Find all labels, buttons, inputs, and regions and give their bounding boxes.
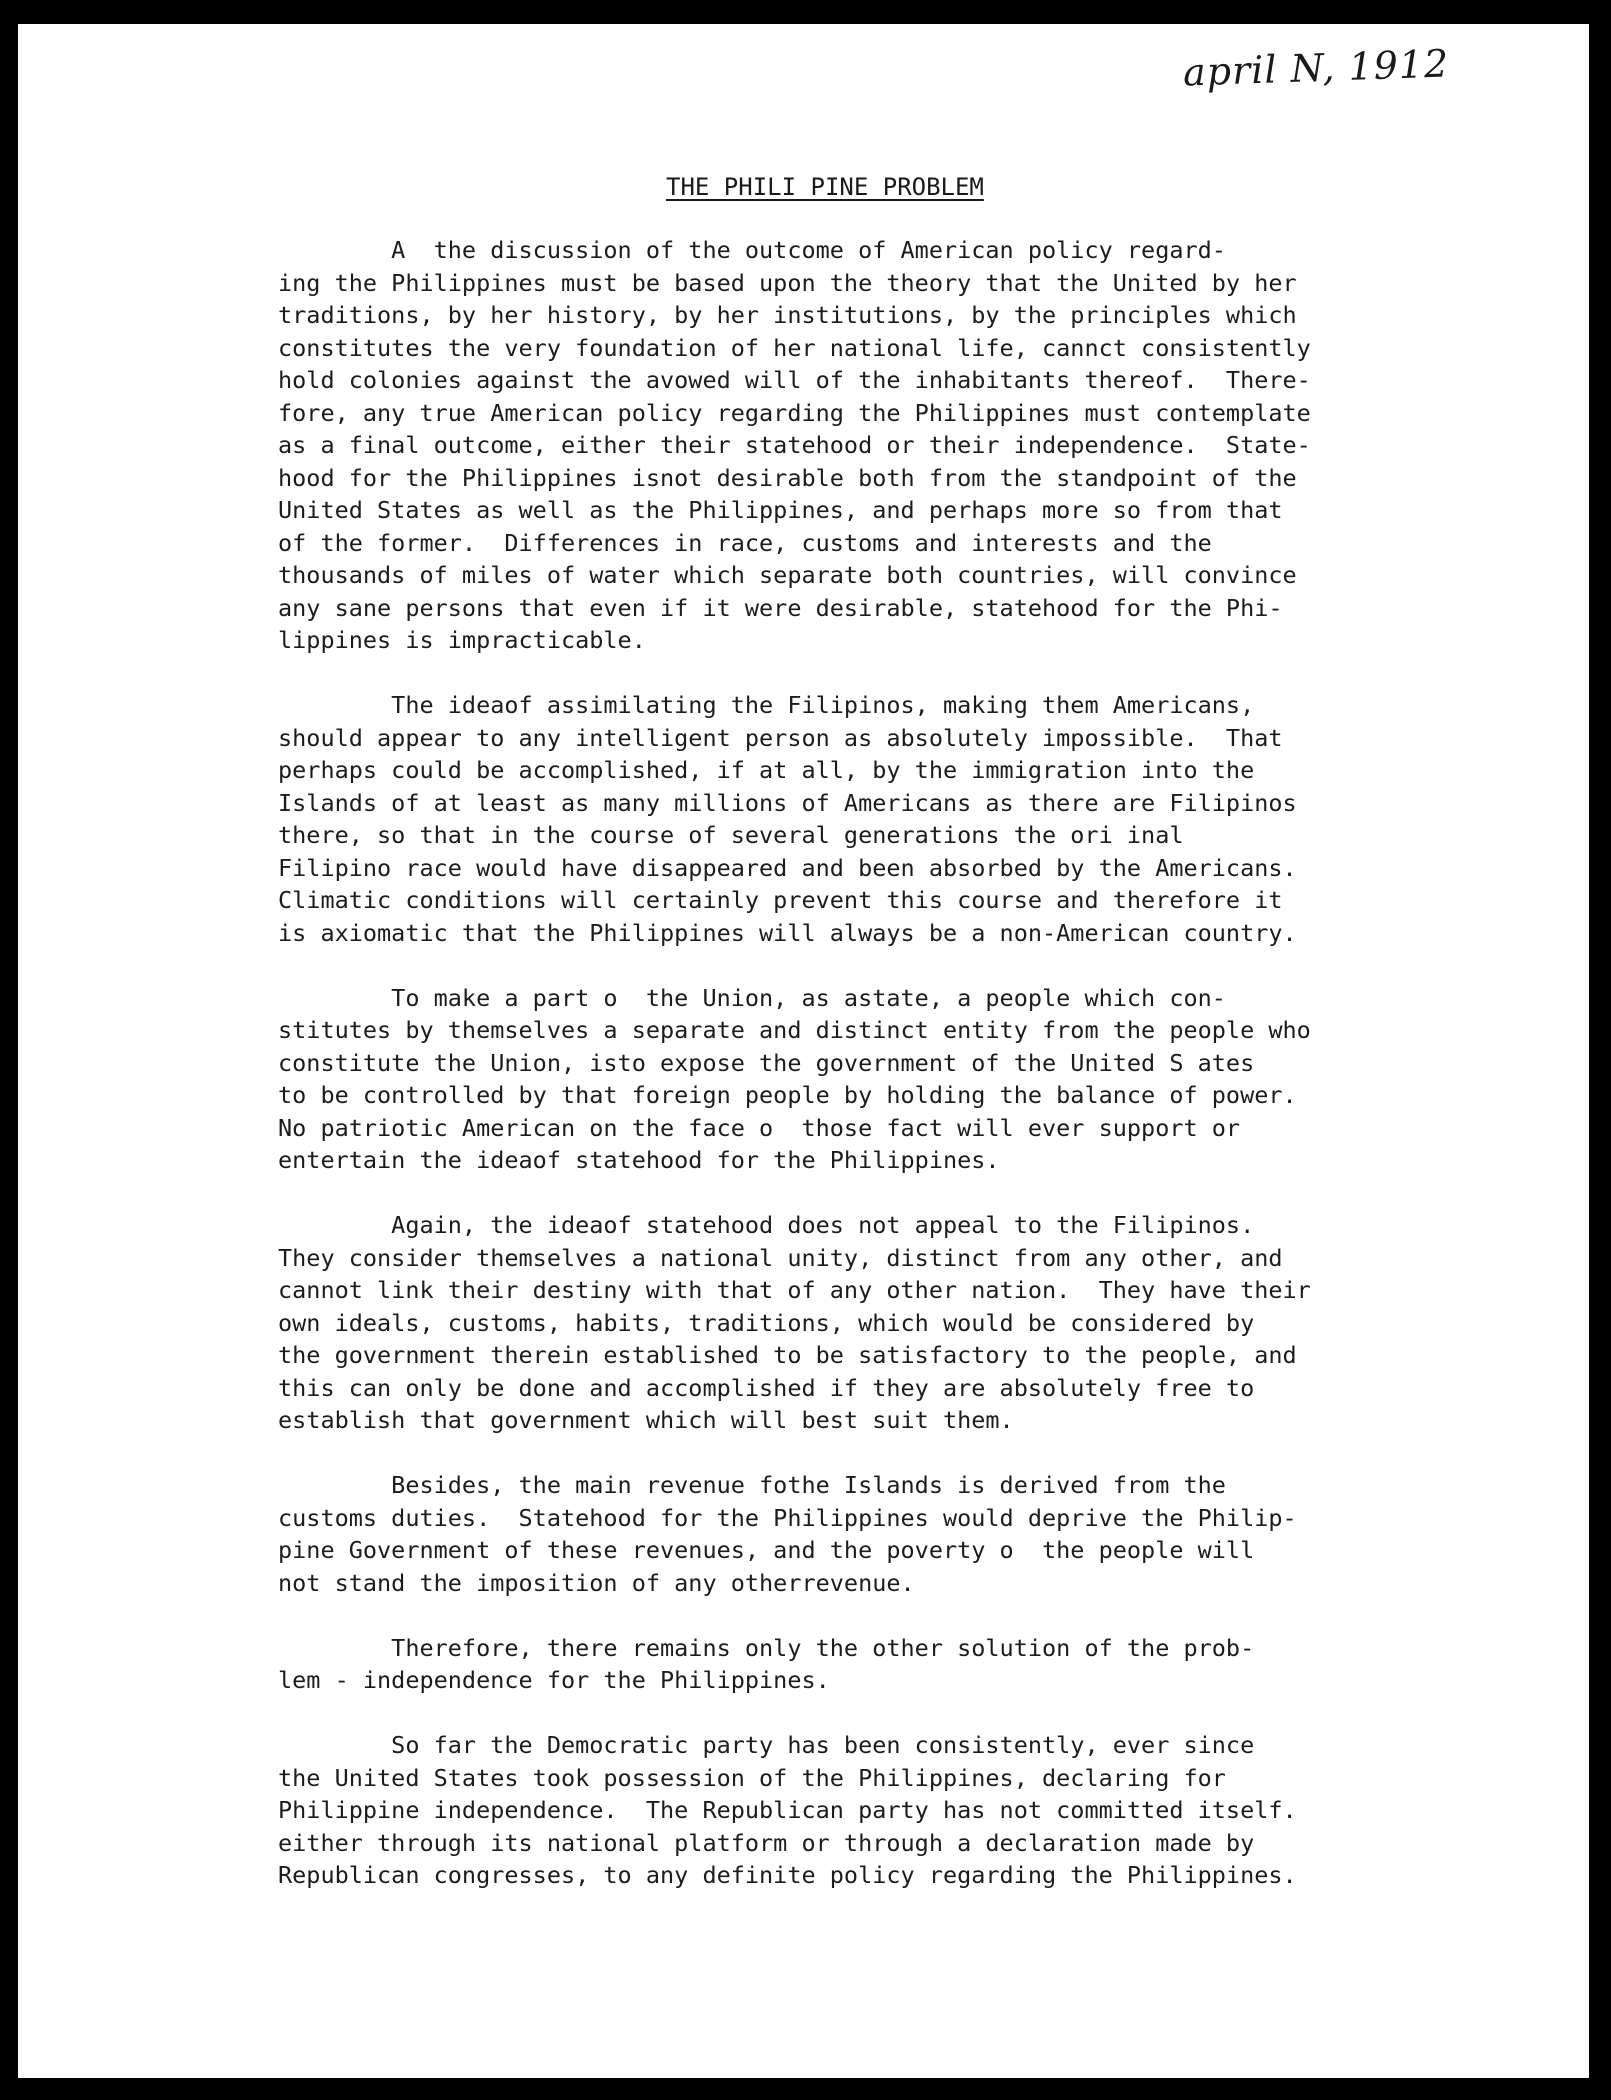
text-line: pine Government of these revenues, and the poverty o the people will	[278, 1536, 1255, 1564]
paragraph-6	[278, 1632, 1478, 1697]
text-line: Philippine independence. The Republican party has not committed itself.	[278, 1796, 1297, 1824]
text-line: cannot link their destiny with that of any other nation. They have their	[278, 1276, 1311, 1304]
text-line: hood for the Philippines isnot desirable both from the standpoint of the	[278, 463, 1297, 492]
text-line: there, so that in the course of several generations the ori inal	[278, 821, 1184, 849]
paragraph-5	[278, 1469, 1478, 1599]
text-line: A the discussion of the outcome of American policy regard-	[278, 236, 1226, 264]
paragraph-4	[278, 1209, 1478, 1437]
text-line: entertain the ideaof statehood for the Philippines.	[278, 1146, 1000, 1174]
text-line: the government therein established to be satisfactory to the people, and	[278, 1341, 1297, 1369]
text-line: any sane persons that even if it were desirable, statehood for the Phi-	[278, 593, 1283, 622]
document-body	[278, 234, 1478, 1924]
text-line: fore, any true American policy regarding the Philippines must contemplate	[278, 398, 1311, 427]
text-line: So far the Democratic party has been consistently, ever since	[278, 1731, 1255, 1759]
text-line: stitutes by themselves a separate and distinct entity from the people who	[278, 1016, 1311, 1044]
text-line: as a final outcome, either their statehood or their independence. State-	[278, 431, 1311, 459]
text-line: Islands of at least as many millions of Americans as there are Filipinos	[278, 788, 1297, 817]
document-page	[18, 24, 1589, 2078]
text-line: constitute the Union, isto expose the government of the United S ates	[278, 1048, 1255, 1077]
text-line: the United States took possession of the Philippines, declaring for	[278, 1763, 1226, 1792]
text-line: establish that government which will best suit them.	[278, 1406, 1014, 1434]
text-line: The ideaof assimilating the Filipinos, making them Americans,	[278, 691, 1255, 719]
text-line: of the former. Differences in race, customs and interests and the	[278, 528, 1212, 557]
paragraph-1	[278, 234, 1478, 657]
text-line: own ideals, customs, habits, traditions, which would be considered by	[278, 1308, 1255, 1337]
text-line: Republican congresses, to any definite policy regarding the Philippines.	[278, 1861, 1297, 1889]
text-line: Therefore, there remains only the other solution of the prob-	[278, 1633, 1255, 1662]
text-line: this can only be done and accomplished if they are absolutely free to	[278, 1373, 1255, 1402]
text-line: constitutes the very foundation of her national life, cannct consistently	[278, 333, 1311, 362]
text-line: not stand the imposition of any otherrevenue.	[278, 1568, 915, 1597]
text-line: Climatic conditions will certainly prevent this course and therefore it	[278, 886, 1283, 914]
text-line: should appear to any intelligent person as absolutely impossible. That	[278, 723, 1283, 752]
text-line: ing the Philippines must be based upon the theory that the United by her	[278, 268, 1297, 297]
text-line: To make a part o the Union, as astate, a people which con-	[278, 983, 1226, 1012]
text-line: Filipino race would have disappeared and been absorbed by the Americans.	[278, 853, 1297, 882]
text-line: thousands of miles of water which separate both countries, will convince	[278, 561, 1297, 589]
text-line: They consider themselves a national unity, distinct from any other, and	[278, 1243, 1283, 1272]
text-line: either through its national platform or through a declaration made by	[278, 1828, 1255, 1857]
document-title: THE PHILI PINE PROBLEM	[666, 173, 984, 201]
text-line: traditions, by her history, by her institutions, by the principles which	[278, 301, 1297, 329]
text-line: No patriotic American on the face o those fact will ever support or	[278, 1113, 1241, 1142]
text-line: is axiomatic that the Philippines will always be a non-American country.	[278, 918, 1297, 947]
text-line: lippines is impracticable.	[278, 626, 646, 654]
paragraph-2	[278, 689, 1478, 949]
text-line: Besides, the main revenue fothe Islands is derived from the	[278, 1471, 1226, 1499]
text-line: United States as well as the Philippines, and perhaps more so from that	[278, 496, 1283, 524]
text-line: customs duties. Statehood for the Philippines would deprive the Philip-	[278, 1503, 1297, 1532]
text-line: Again, the ideaof statehood does not appeal to the Filipinos.	[278, 1211, 1255, 1239]
paragraph-7	[278, 1729, 1478, 1892]
handwritten-date: april N, 1912	[1182, 41, 1450, 95]
paragraph-3	[278, 982, 1478, 1177]
text-line: perhaps could be accomplished, if at all, by the immigration into the	[278, 756, 1255, 784]
text-line: lem - independence for the Philippines.	[278, 1666, 830, 1694]
text-line: hold colonies against the avowed will of the inhabitants thereof. There-	[278, 366, 1311, 394]
text-line: to be controlled by that foreign people by holding the balance of power.	[278, 1081, 1297, 1109]
